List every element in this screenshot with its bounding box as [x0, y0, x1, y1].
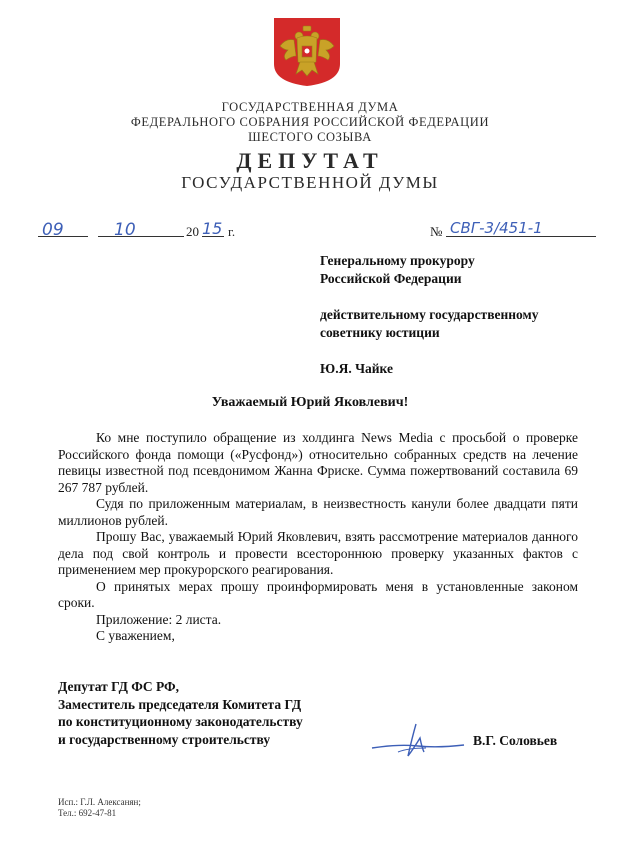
letterhead-title: ДЕПУТАТ: [236, 148, 384, 173]
salutation: Уважаемый Юрий Яковлевич!: [211, 395, 409, 410]
signatory-line-2: Заместитель председателя Комитета ГД: [58, 696, 302, 712]
executor-footer: [58, 797, 141, 819]
addressee-line-1: Генеральному прокурору: [320, 253, 475, 268]
letter-body: [58, 430, 578, 645]
attachment-note: Приложение: 2 листа.: [96, 611, 222, 627]
date-year-mark: г.: [228, 224, 236, 239]
letterhead-subtitle: ГОСУДАРСТВЕННОЙ ДУМЫ: [181, 173, 439, 192]
date-month: 10: [114, 220, 136, 240]
signatory-line-3: по конституционному законодательству: [58, 714, 303, 729]
signatory-line-1: Депутат ГД ФС РФ,: [58, 679, 179, 694]
date-year-suffix: 15: [202, 219, 223, 238]
paragraph-3: Прошу Вас, уважаемый Юрий Яковлевич, взять рассмотрение материалов данного дела под свой контроль и провести всестороннюю проверку указанных фактов с применением мер прокурорского реагирования.: [58, 529, 578, 577]
closing-phrase: С уважением,: [96, 628, 175, 643]
org-line-1: ГОСУДАРСТВЕННАЯ ДУМА: [221, 100, 399, 114]
coat-of-arms-emblem: [272, 16, 342, 88]
executor-name: Исп.: Г.Л. Алексанян;: [58, 797, 141, 807]
date-year-prefix: 20: [186, 224, 199, 239]
paragraph-4: О принятых мерах прошу проинформировать меня в установленные законом сроки.: [58, 578, 578, 610]
addressee-line-3: действительному государственному: [320, 307, 539, 322]
number-sign: №: [430, 224, 443, 239]
paragraph-2: Судя по приложенным материалам, в неизвестность канули более двадцати пяти миллионов рублей.: [58, 496, 578, 528]
org-line-3: ШЕСТОГО СОЗЫВА: [248, 130, 372, 144]
signatory-line-4: и государственному строительству: [58, 731, 271, 747]
signatory-name: В.Г. Соловьев: [473, 733, 558, 748]
addressee-line-4: советнику юстиции: [320, 325, 440, 340]
date-day: 09: [42, 220, 64, 240]
addressee-line-2: Российской Федерации: [320, 271, 462, 286]
addressee-name: Ю.Я. Чайке: [320, 361, 393, 376]
paragraph-1: Ко мне поступило обращение из холдинга News Media с просьбой о проверке Российского фонда помощи («Русфонд») относительно собранных средств на лечение певицы известной под псевдонимом Жанна Фриске. Сумма пожертвований составила 69 267 787 рублей.: [58, 430, 578, 495]
signatory-block: [58, 678, 303, 748]
org-line-2: ФЕДЕРАЛЬНОГО СОБРАНИЯ РОССИЙСКОЙ ФЕДЕРАЦИИ: [130, 115, 490, 129]
handwritten-signature: [368, 718, 468, 762]
executor-phone: Тел.: 692-47-81: [58, 808, 117, 818]
outgoing-number: СВГ-3/451-1: [450, 219, 543, 237]
